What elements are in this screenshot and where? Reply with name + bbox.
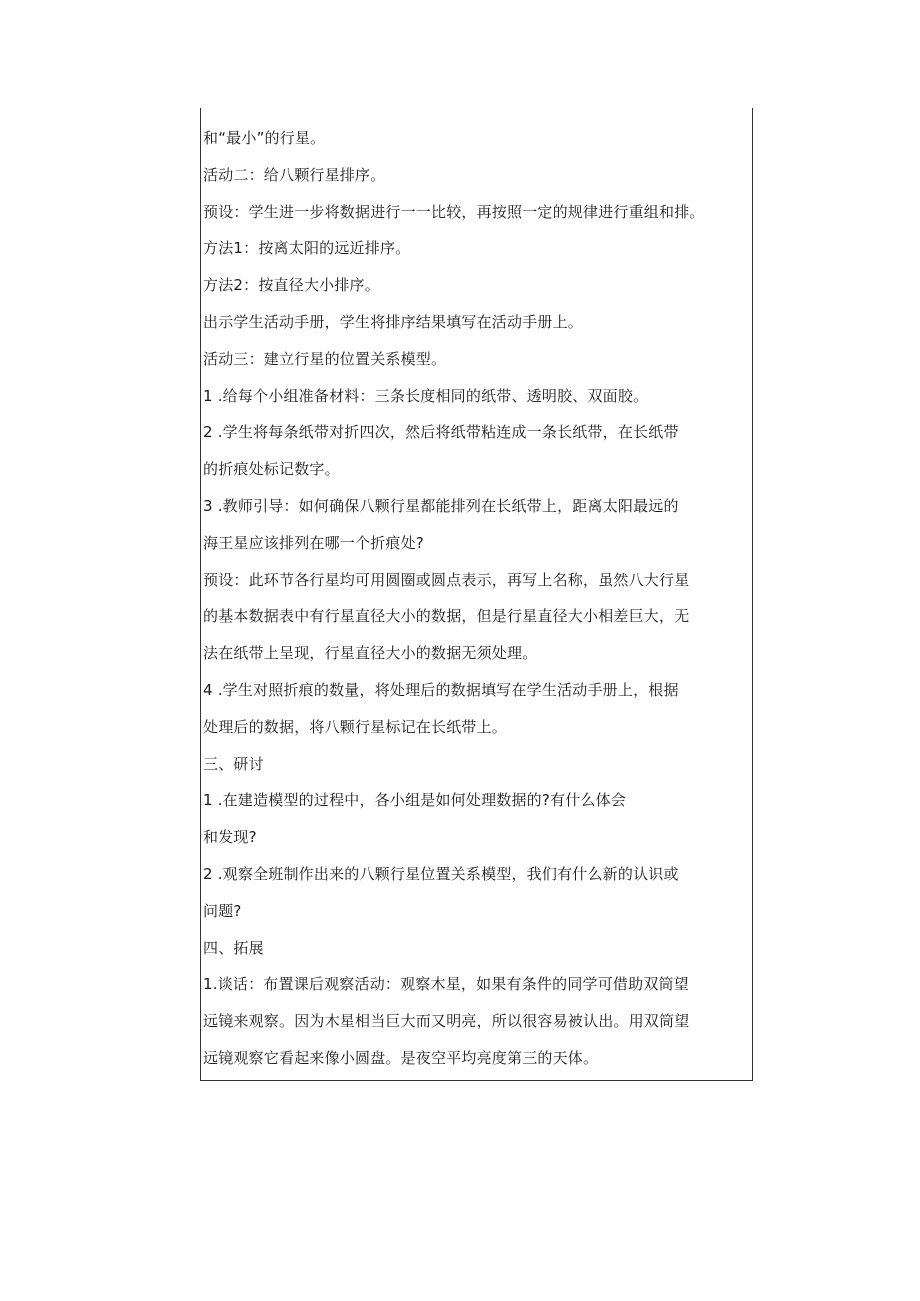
text-line: 处理后的数据，将八颗行星标记在长纸带上。 (203, 717, 508, 736)
text-line: 预设：此环节各行星均可用圆圈或圆点表示，再写上名称，虽然八大行星 (203, 570, 690, 589)
text-line: 方法2：按直径大小排序。 (203, 276, 380, 295)
text-line: 方法1：按离太阳的远近排序。 (203, 239, 411, 258)
text-line: 的基本数据表中有行星直径大小的数据，但是行星直径大小相差巨大，无 (203, 607, 690, 626)
text-line: 远镜观察它看起来像小圆盘。是夜空平均亮度第三的天体。 (203, 1048, 599, 1067)
text-line: 4 .学生对照折痕的数量，将处理后的数据填写在学生活动手册上，根据 (203, 680, 679, 699)
text-line: 法在纸带上呈现，行星直径大小的数据无须处理。 (203, 644, 538, 663)
section-heading: 三、研讨 (203, 754, 264, 773)
text-line: 1 .在建造模型的过程中，各小组是如何处理数据的?有什么体会 (203, 791, 627, 810)
text-line: 和“最小”的行星。 (203, 129, 326, 147)
section-heading: 四、拓展 (203, 938, 264, 957)
document-body (203, 120, 759, 1077)
text-line: 的折痕处标记数字。 (203, 460, 340, 479)
text-line: 1 .给每个小组准备材料：三条长度相同的纸带、透明胶、双面胶。 (203, 386, 649, 405)
text-line: 活动二：给八颗行星排序。 (203, 165, 386, 184)
text-line: 预设：学生进一步将数据进行一一比较，再按照一定的规律进行重组和排。 (203, 202, 705, 221)
text-line: 2 .观察全班制作出来的八颗行星位置关系模型，我们有什么新的认识或 (203, 864, 679, 883)
text-line: 出示学生活动手册，学生将排序结果填写在活动手册上。 (203, 312, 584, 331)
text-line: 3 .教师引导：如何确保八颗行星都能排列在长纸带上，距离太阳最远的 (203, 496, 679, 515)
text-line: 海王星应该排列在哪一个折痕处? (203, 533, 424, 552)
text-line: 问题? (203, 901, 242, 920)
text-line: 1.谈话：布置课后观察活动：观察木星，如果有条件的同学可借助双筒望 (203, 975, 689, 994)
text-line: 2 .学生将每条纸带对折四次，然后将纸带粘连成一条长纸带，在长纸带 (203, 423, 679, 442)
text-line: 和发现? (203, 828, 257, 847)
text-line: 远镜来观察。因为木星相当巨大而又明亮，所以很容易被认出。用双筒望 (203, 1012, 690, 1031)
text-line: 活动三：建立行星的位置关系模型。 (203, 349, 447, 368)
